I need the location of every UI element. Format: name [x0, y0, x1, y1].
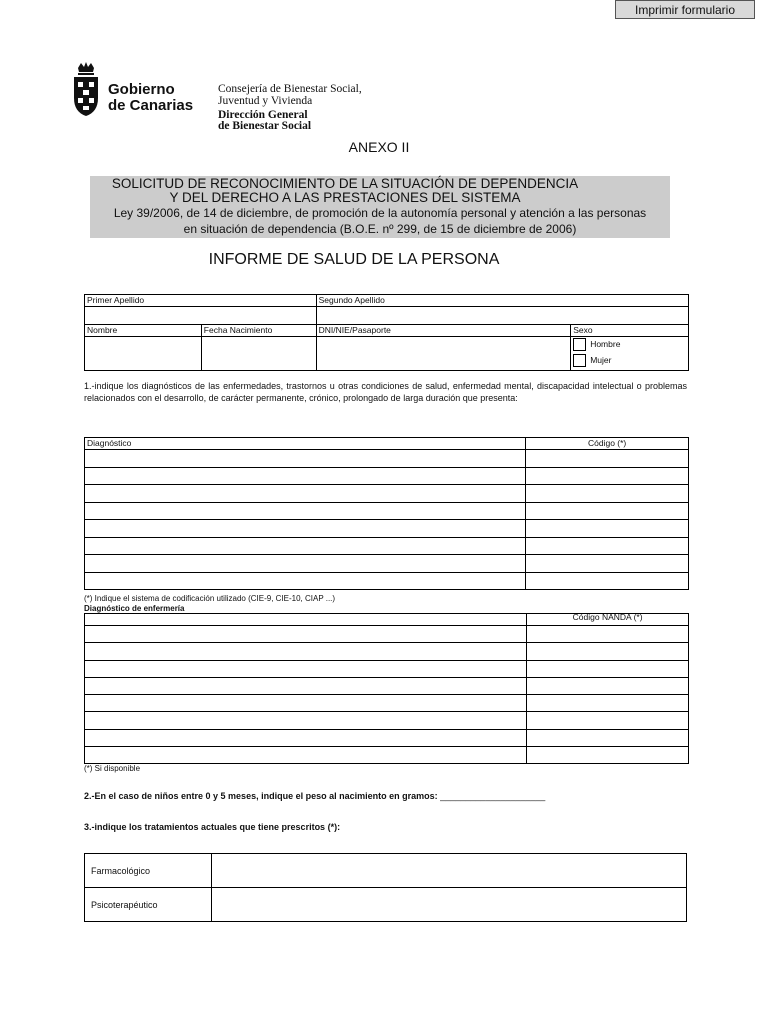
diagnosis-field[interactable]: [85, 537, 526, 555]
sexo-label: Sexo: [571, 325, 689, 337]
diagnosis-table: [84, 437, 689, 590]
primer-apellido-label: Primer Apellido: [85, 295, 317, 307]
gov-name-line1: Gobierno: [108, 81, 175, 98]
nursing-diagnosis-field[interactable]: [85, 677, 527, 694]
pharmacological-field[interactable]: [211, 854, 686, 888]
nursing-diagnosis-table: [84, 613, 689, 764]
section3-text: 3.-indique los tratamientos actuales que tiene prescritos (*):: [84, 822, 341, 832]
fecha-nacimiento-label: Fecha Nacimiento: [201, 325, 316, 337]
nanda-code-field[interactable]: [527, 695, 689, 712]
diagnosis-header: Diagnóstico: [85, 438, 526, 450]
nursing-diagnosis-field[interactable]: [85, 626, 527, 643]
diagnosis-field[interactable]: [85, 520, 526, 538]
diagnosis-field[interactable]: [85, 450, 526, 468]
code-field[interactable]: [526, 450, 689, 468]
dept-line3: Dirección General: [218, 109, 308, 121]
nursing-diagnosis-header: Diagnóstico de enfermería: [84, 604, 185, 613]
segundo-apellido-field[interactable]: [316, 307, 688, 325]
nanda-code-field[interactable]: [527, 747, 689, 764]
diagnosis-field[interactable]: [85, 485, 526, 503]
sexo-options: [571, 337, 689, 371]
title-line1: SOLICITUD DE RECONOCIMIENTO DE LA SITUACIÓN DE DEPENDENCIA: [111, 176, 579, 191]
diagnosis-field[interactable]: [85, 555, 526, 573]
gobierno-canarias-logo: [72, 60, 372, 132]
nanda-code-field[interactable]: [527, 660, 689, 677]
code-header: Código (*): [526, 438, 689, 450]
nursing-diagnosis-field[interactable]: [85, 695, 527, 712]
section2-birth-weight: [84, 791, 545, 801]
nombre-label: Nombre: [85, 325, 202, 337]
title-line2: Y DEL DERECHO A LAS PRESTACIONES DEL SISTEMA: [169, 190, 521, 205]
nursing-diagnosis-field[interactable]: [85, 660, 527, 677]
code-system-note: (*) Indique el sistema de codificación utilizado (CIE-9, CIE-10, CIAP ...): [84, 594, 336, 603]
nombre-field[interactable]: [85, 337, 202, 371]
psychotherapeutic-field[interactable]: [211, 888, 686, 922]
nursing-diagnosis-field[interactable]: [85, 729, 527, 746]
segundo-apellido-label: Segundo Apellido: [316, 295, 688, 307]
code-field[interactable]: [526, 467, 689, 485]
hombre-option[interactable]: [573, 338, 686, 354]
personal-data-table: [84, 294, 689, 371]
nursing-blank-header: [85, 614, 527, 626]
code-field[interactable]: [526, 502, 689, 520]
title-box: [90, 176, 670, 238]
mujer-label: Mujer: [590, 354, 612, 365]
section2-text: 2.-En el caso de niños entre 0 y 5 meses, indique el peso al nacimiento en gramos:: [84, 791, 438, 801]
psychotherapeutic-label: Psicoterapéutico: [85, 888, 212, 922]
form-title: INFORME DE SALUD DE LA PERSONA: [208, 251, 500, 268]
nanda-header: Código NANDA (*): [527, 614, 689, 626]
code-field[interactable]: [526, 555, 689, 573]
dept-line1: Consejería de Bienestar Social,: [218, 83, 362, 95]
pharmacological-label: Farmacológico: [85, 854, 212, 888]
annex-label: ANEXO II: [348, 139, 410, 155]
hombre-label: Hombre: [590, 338, 621, 349]
dni-label: DNI/NIE/Pasaporte: [316, 325, 571, 337]
diagnosis-field[interactable]: [85, 467, 526, 485]
nanda-code-field[interactable]: [527, 729, 689, 746]
dni-field[interactable]: [316, 337, 571, 371]
nursing-diagnosis-field[interactable]: [85, 712, 527, 729]
diagnosis-field[interactable]: [85, 572, 526, 590]
section1-instructions: 1.-indique los diagnósticos de las enfermedades, trastornos u otras condiciones de salud, enfermedad mental, discapacidad intelectual o problemas relacionados con el desarrollo, de carácter permanente, crónico, prolongado de larga duración que presenta:: [84, 381, 687, 403]
code-field[interactable]: [526, 537, 689, 555]
diagnosis-field[interactable]: [85, 502, 526, 520]
code-field[interactable]: [526, 572, 689, 590]
hombre-checkbox[interactable]: [573, 338, 586, 351]
dept-line2: Juventud y Vivienda: [218, 95, 313, 107]
gov-name-line2: de Canarias: [108, 97, 194, 114]
nanda-code-field[interactable]: [527, 643, 689, 660]
code-field[interactable]: [526, 485, 689, 503]
nanda-code-field[interactable]: [527, 626, 689, 643]
law-line2: en situación de dependencia (B.O.E. nº 299, de 15 de diciembre de 2006): [183, 222, 577, 236]
fecha-nacimiento-field[interactable]: [201, 337, 316, 371]
dept-line4: de Bienestar Social: [218, 120, 312, 132]
primer-apellido-field[interactable]: [85, 307, 317, 325]
treatments-table: [84, 853, 687, 922]
crown-shield-icon: [72, 62, 100, 118]
nanda-code-field[interactable]: [527, 677, 689, 694]
nanda-code-field[interactable]: [527, 712, 689, 729]
nursing-diagnosis-field[interactable]: [85, 747, 527, 764]
nanda-note: (*) Si disponible: [84, 764, 141, 773]
mujer-option[interactable]: [573, 354, 686, 370]
nursing-diagnosis-field[interactable]: [85, 643, 527, 660]
code-field[interactable]: [526, 520, 689, 538]
print-form-button[interactable]: Imprimir formulario: [615, 0, 755, 19]
birth-weight-field[interactable]: _____________________: [440, 791, 546, 801]
law-line1: Ley 39/2006, de 14 de diciembre, de promoción de la autonomía personal y atención a las personas: [113, 206, 647, 220]
mujer-checkbox[interactable]: [573, 354, 586, 367]
